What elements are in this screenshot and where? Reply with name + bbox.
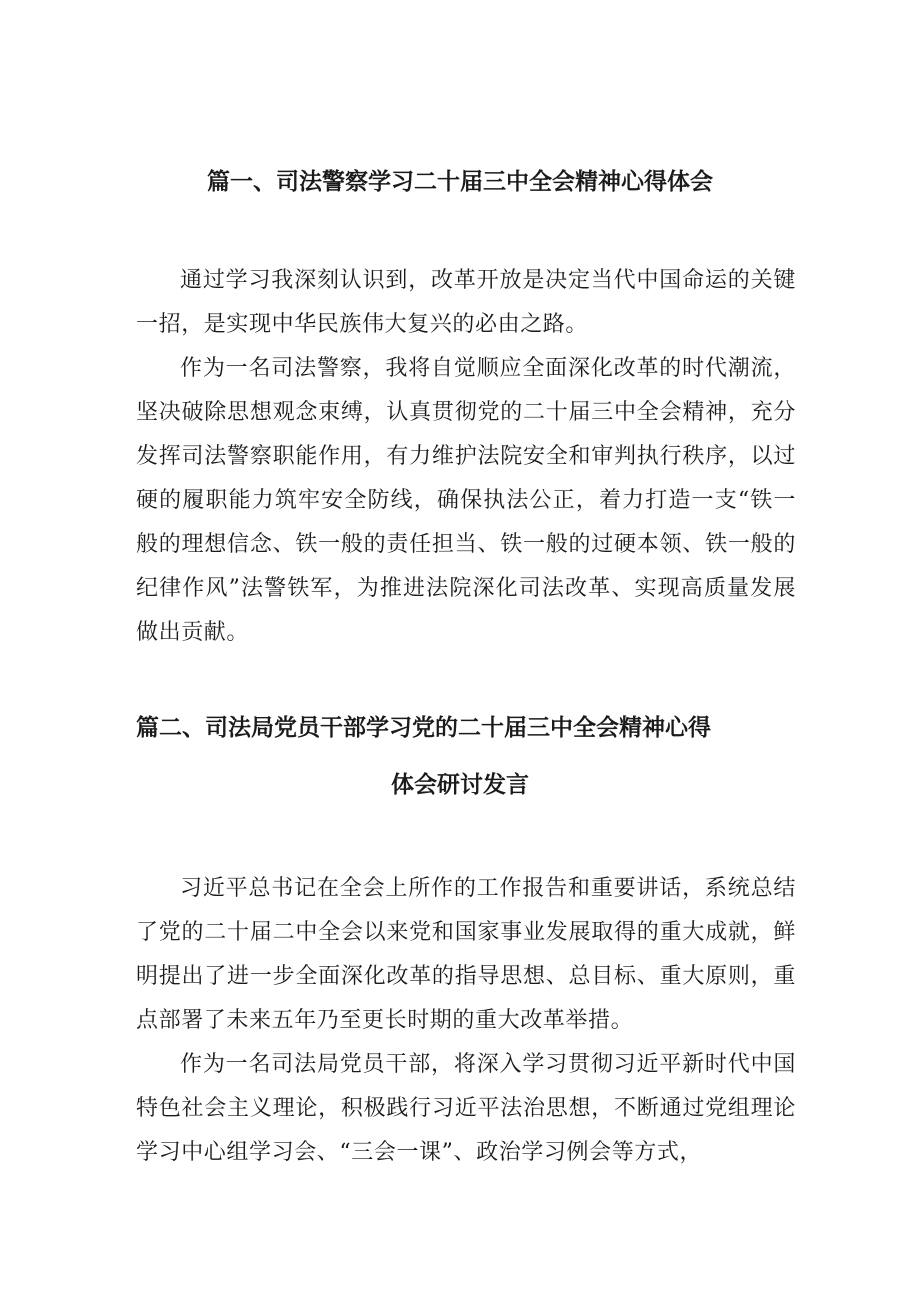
section-1-paragraph-1: 通过学习我深刻认识到，改革开放是决定当代中国命运的关键一招，是实现中华民族伟大复兴的必由之路。 <box>136 268 796 337</box>
section-2-paragraph-2: 作为一名司法局党员干部，将深入学习贯彻习近平新时代中国特色社会主义理论，积极践行习近平法治思想，不断通过党组理论学习中心组学习会、“三会一课”、政治学习例会等方式， <box>136 1052 796 1165</box>
section-2-heading-line-1: 篇二、司法局党员干部学习党的二十届三中全会精神心得 <box>136 715 711 741</box>
section-1-heading: 篇一、司法警察学习二十届三中全会精神心得体会 <box>207 169 713 195</box>
section-1-paragraph-2: 作为一名司法警察，我将自觉顺应全面深化改革的时代潮流，坚决破除思想观念束缚，认真贯彻党的二十届三中全会精神，充分发挥司法警察职能作用，有力维护法院安全和审判执行秩序，以过硬的履职能力筑牢安全防线，确保执法公正，着力打造一支“铁一般的理想信念、铁一般的责任担当、铁一般的过硬本领、铁一般的纪律作风”法警铁军，为推进法院深化司法改革、实现高质量发展做出贡献。 <box>136 356 796 645</box>
section-2-paragraph-1: 习近平总书记在全会上所作的工作报告和重要讲话，系统总结了党的二十届二中全会以来党和国家事业发展取得的重大成就，鲜明提出了进一步全面深化改革的指导思想、总目标、重大原则，重点部署了未来五年乃至更长时期的重大改革举措。 <box>136 876 796 1033</box>
section-2-heading-line-2: 体会研讨发言 <box>391 772 529 798</box>
